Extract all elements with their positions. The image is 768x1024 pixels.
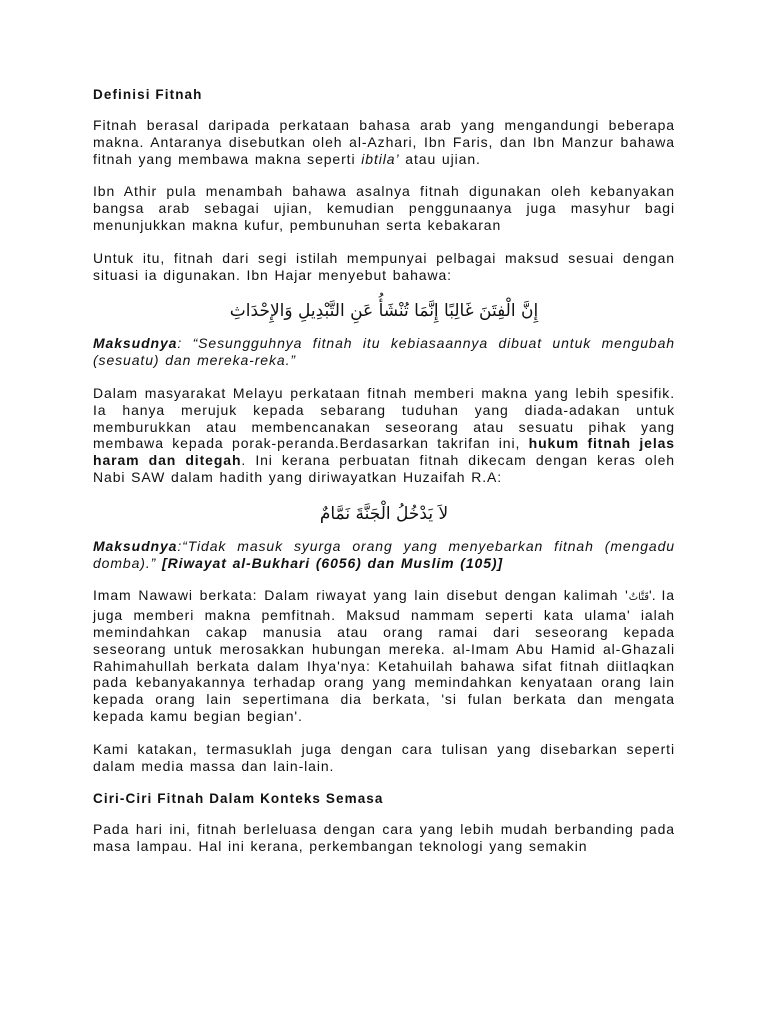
paragraph-masyarakat-melayu xyxy=(93,385,675,486)
paragraph-text: Dalam masyarakat Melayu perkataan fitnah memberi makna yang lebih spesifik. Ia hanya merujuk kepada sebarang tuduhan yang diada-adakan untuk memburukkan atau membencanakan seseorang atau sesuatu pihak yang membawa kepada porak-peranda.Berdasarkan takrifan ini, xyxy=(93,384,675,452)
paragraph-kami-katakan: Kami katakan, termasuklah juga dengan cara tulisan yang disebarkan seperti dalam media massa dan lain-lain. xyxy=(93,740,675,774)
bold-ruling: hukum fitnah jelas haram dan ditegah xyxy=(93,435,675,469)
paragraph-maksudnya-1 xyxy=(93,335,675,369)
arabic-hadith: لاَ يَدْخُلُ الْجَنَّةَ نَمَّامٌ xyxy=(319,503,449,524)
paragraph-text: atau ujian. xyxy=(399,150,481,167)
hadith-reference: [Riwayat al-Bukhari (6056) dan Muslim (105)] xyxy=(162,554,504,571)
arabic-quote-ibn-hajar: إِنَّ الْفِتَنَ غَالِبًا إِنَّمَا تُنْشَأُ عَنِ التَّبْدِيلِ وَالإِحْدَاثِ xyxy=(229,301,539,322)
heading-definisi-fitnah: Definisi Fitnah xyxy=(93,87,203,102)
italic-term: ibtila’ xyxy=(361,150,400,167)
paragraph-istilah: Untuk itu, fitnah dari segi istilah mempunyai pelbagai maksud sesuai dengan situasi ia digunakan. Ibn Hajar menyebut bahawa: xyxy=(93,249,675,283)
maksudnya-label: Maksudnya xyxy=(93,537,178,554)
maksudnya-label: Maksudnya xyxy=(93,335,178,352)
paragraph-imam-nawawi xyxy=(93,587,675,724)
paragraph-etymology xyxy=(93,117,675,167)
paragraph-text: Imam Nawawi berkata: Dalam riwayat yang lain disebut dengan kalimah ' xyxy=(93,587,629,604)
paragraph-text: Fitnah berasal daripada perkataan bahasa arab yang mengandungi beberapa makna. Antaranya disebutkan oleh al-Azhari, Ibn Faris, dan Ibn Manzur bahawa fitnah yang membawa makna seperti xyxy=(93,117,675,167)
paragraph-ibn-athir: Ibn Athir pula menambah bahawa asalnya fitnah digunakan oleh kebanyakan bangsa arab sebagai ujian, kemudian penggunaanya juga masyhur bagi menunjukkan makna kufur, pembunuhan serta kebakaran xyxy=(93,183,675,233)
paragraph-pada-hari-ini: Pada hari ini, fitnah berleluasa dengan cara yang lebih mudah berbanding pada masa lampau. Hal ini kerana, perkembangan teknologi yang semakin xyxy=(93,821,675,855)
paragraph-text: . Ini kerana perbuatan fitnah dikecam dengan keras oleh Nabi SAW dalam hadith yang diriwayatkan Huzaifah R.A: xyxy=(93,452,675,485)
heading-ciri-ciri-fitnah: Ciri-Ciri Fitnah Dalam Konteks Semasa xyxy=(93,791,384,807)
paragraph-text: '. Ia juga memberi makna pemfitnah. Maksud nammam seperti kata ulama' ialah memindahkan cakap manusia atau orang ramai dari seseorang kepada seseorang untuk merosakkan hubungan mereka. al-Imam Abu Hamid al-Ghazali Rahimahullah berkata dalam Ihya'nya: Ketahuilah bahawa sifat fitnah diitlaqkan pada kebanyakannya terhadap orang yang memindahkan kenyataan orang lain kepada orang lain sepertimana dia berkata, 'si fulan berkata dan mengata kepada kamu begian begian'. xyxy=(93,587,675,724)
paragraph-maksudnya-2 xyxy=(93,538,675,572)
arabic-inline-term: قَتَّاتٌ xyxy=(628,592,650,604)
translation-text: : “Sesungguhnya fitnah itu kebiasaannya dibuat untuk mengubah (sesuatu) dan mereka-reka.” xyxy=(93,335,675,369)
translation-text: :“Tidak masuk syurga orang yang menyebarkan fitnah (mengadu domba).” xyxy=(93,537,675,571)
